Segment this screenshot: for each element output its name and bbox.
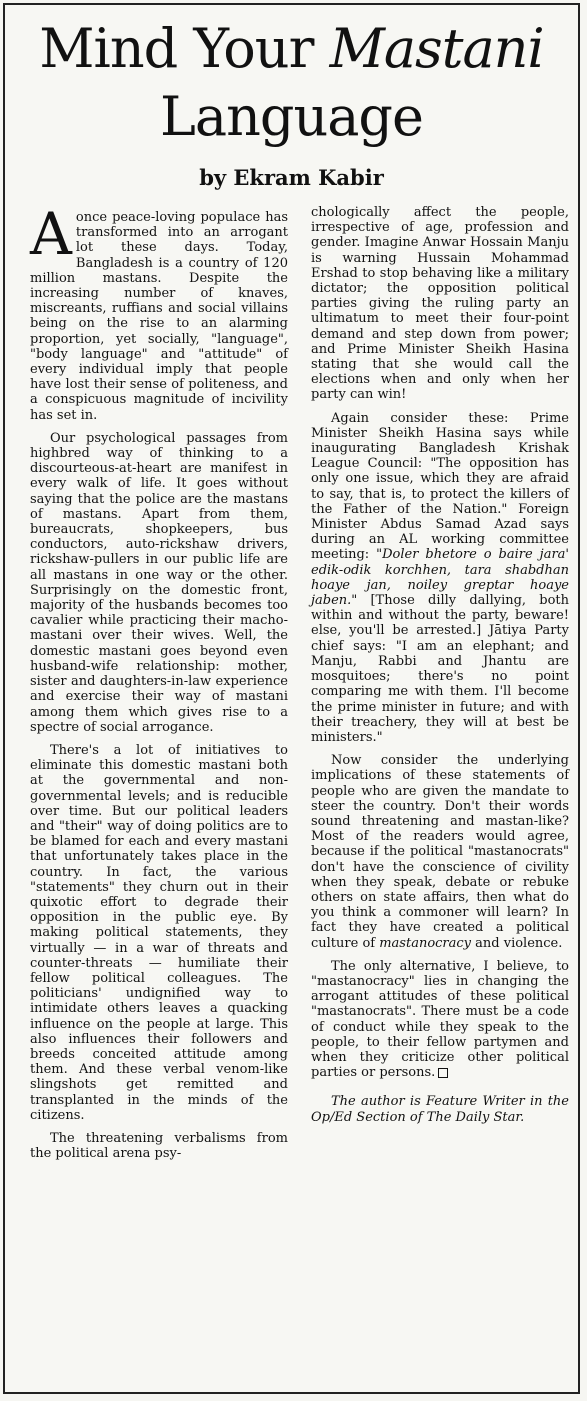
paragraph-text: [Those dilly dallying, both within and without the party, beware! else, you'll be arrested.] Jātiya Party chief says: "I am an elephant; and Manju, Rabbi and Jhantu are mosquitoes; there's no point comparing me with them. I'll become the prime minister in future; and with their treachery, they will at best be ministers." [311, 593, 569, 745]
paragraph: There's a lot of initiatives to eliminate this domestic mastani both at the governmental and non-governmental levels; and is reducible over time. But our political leaders and "their" way of doing politics are to be blamed for each and every mastani that unfortunately takes place in the country. In fact, the various "statements" they churn out in their quixotic effort to degrade their opposition in the public eye. By making political statements, they virtually — in a war of threats and counter-threats — humiliate their fellow political colleagues. The politicians' undignified way to intimidate others leaves a quacking influence on the people at large. This also influences their followers and breeds conceited attitude among them. And these verbal venom-like slingshots get remitted and transplanted in the minds of the citizens. [30, 742, 288, 1123]
paragraph-text: The only alternative, I believe, to "mastanocracy" lies in changing the arrogant attitudes of these political "mastanocrats". There must be a code of conduct while they speak to the people, to their fellow partymen and when they criticize other political parties or persons. [311, 958, 569, 1081]
paragraph-text: and violence. [471, 935, 563, 951]
article-title [5, 15, 578, 151]
paragraph-text: Now consider the underlying implications of these statements of people who are given the mandate to steer the country. Don't their words sound threatening and mastan-like? Most of the readers would agree, because if the political "mastanocrats" don't have the conscience of civility when they speak, debate or rebuke others on state affairs, then what do you think a commoner will learn? In fact they have created a political culture of [311, 753, 569, 951]
drop-cap: A [30, 200, 72, 268]
paragraph [30, 200, 288, 423]
title-part1: Mind Your [39, 17, 330, 80]
left-column [30, 200, 288, 1169]
paragraph: The threatening verbalisms from the political arena psy- [30, 1130, 288, 1162]
author-note: The author is Feature Writer in the Op/Ed Section of The Daily Star. [311, 1094, 569, 1125]
end-mark-icon [438, 1068, 448, 1078]
title-italic: Mastani [329, 17, 544, 80]
byline: by Ekram Kabir [199, 165, 384, 190]
paragraph [311, 753, 569, 951]
right-column [311, 205, 569, 1133]
bengali-quote: "Doler bhetore o baire jara' edik-odik korchhen, tara shabdhan hoaye jan, noiley greptar hoaye jaben." [311, 547, 569, 609]
paragraph: Our psychological passages from highbred way of thinking to a discourteous-at-heart are manifest in every walk of life. It goes without saying that the police are the mastans of mastans. Apart from them, bureaucrats, shopkeepers, bus conductors, auto-rickshaw drivers, rickshaw-pullers in our public life are all mastans in one way or the other. Surprisingly on the domestic front, majority of the husbands becomes too cavalier while practicing their macho-mastani over their wives. Well, the domestic mastani goes beyond even husband-wife relationship: mother, sister and daughters-in-law experience and exercise their way of mastani among them which gives rise to a spectre of social arrogance. [30, 430, 288, 735]
italic-term: mastanocracy [379, 935, 472, 951]
paragraph-text: Again consider these: Prime Minister Sheikh Hasina says while inaugurating Bangladesh Krishak League Council: "The opposition has only one issue, which they are afraid to say, that is, to protect the killers of the Father of the Nation." Foreign Minister Abdus Samad Azad says during an AL working committee meeting: [311, 410, 569, 563]
paragraph: chologically affect the people, irrespective of age, profession and gender. Imagine Anwar Hossain Manju is warning Hussain Mohammad Ershad to stop behaving like a military dictator; the opposition political parties giving the ruling party an ultimatum to meet their four-point demand and step down from power; and Prime Minister Sheikh Hasina stating that she would call the elections when and only when her party can win! [311, 205, 569, 403]
paragraph-text: once peace-loving populace has transformed into an arrogant lot these days. Today, Bangladesh is a country of 120 million mastans. Despite the increasing number of knaves, miscreants, ruffians and social villains being on the rise to an alarming proportion, yet socially, "language", "body language" and "attitude" of every individual imply that people have lost their sense of politeness, and a conspicuous magnitude of incivility has set in. [30, 210, 288, 423]
paragraph [311, 411, 569, 745]
article-frame [3, 3, 580, 1394]
title-part2: Language [160, 85, 423, 148]
paragraph [311, 959, 569, 1081]
